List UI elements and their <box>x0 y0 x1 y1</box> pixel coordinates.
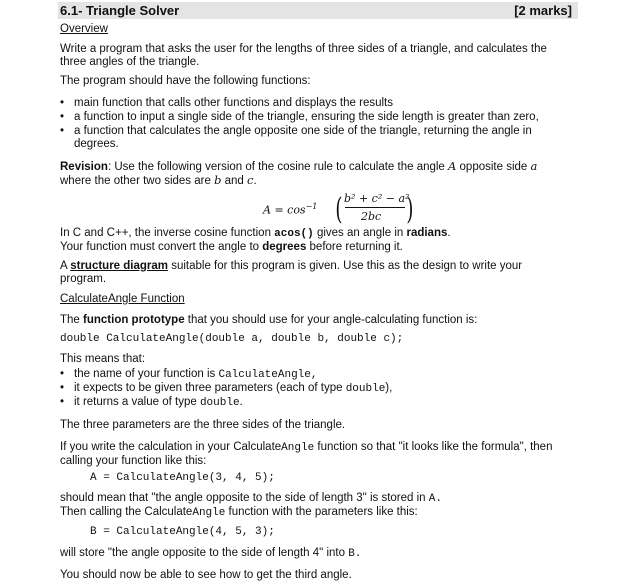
acos-paragraph: In C and C++, the inverse cosine function acos() gives an angle in radians. Your function must convert the angle to degrees before returning it. <box>60 227 451 253</box>
prototype-intro: The function prototype that you should use for your angle-calculating function is: <box>60 314 478 326</box>
means-intro: This means that: <box>60 353 146 365</box>
overview-heading: Overview <box>60 23 108 35</box>
params-paragraph: The three parameters are the three sides of the triangle. <box>60 419 346 431</box>
structure-diagram-link[interactable]: structure diagram <box>70 260 169 272</box>
structure-paragraph: A structure diagram suitable for this program is given. Use this as the design to write your program. <box>60 260 523 285</box>
calculate-angle-heading: CalculateAngle Function <box>60 293 185 305</box>
meaning-paragraph: should mean that "the angle opposite to the side of length 3" is stored in A. Then calling the CalculateAngle function with the parameters like this: <box>60 492 442 519</box>
revision-paragraph: Revision: Use the following version of the cosine rule to calculate the angle A opposite side a where the other two sides are b and c. <box>60 159 538 187</box>
code-call-2: B = CalculateAngle(4, 5, 3); <box>90 526 275 538</box>
store-paragraph: will store "the angle opposite to the side of length 4" into B. <box>60 547 362 560</box>
overview-paragraph: Write a program that asks the user for the lengths of three sides of a triangle, and calculates the three angles of the triangle. <box>60 43 547 68</box>
cosine-rule-formula: $A = \cos^{-1}$ ( b² + c² − a² 2bc ) <box>263 192 414 227</box>
function-prototype: double CalculateAngle(double a, double b, double c); <box>60 333 404 345</box>
formula-call-paragraph: If you write the calculation in your CalculateAngle function so that "it looks like the formula", then calling your function like this: <box>60 441 553 467</box>
marks-label: [2 marks] <box>514 3 572 18</box>
closing-paragraph: You should now be able to see how to get the third angle. <box>60 569 352 581</box>
section-title: 6.1- Triangle Solver <box>60 3 180 18</box>
code-call-1: A = CalculateAngle(3, 4, 5); <box>90 472 275 484</box>
section-header <box>58 2 578 19</box>
functions-intro: The program should have the following functions: <box>60 75 311 87</box>
